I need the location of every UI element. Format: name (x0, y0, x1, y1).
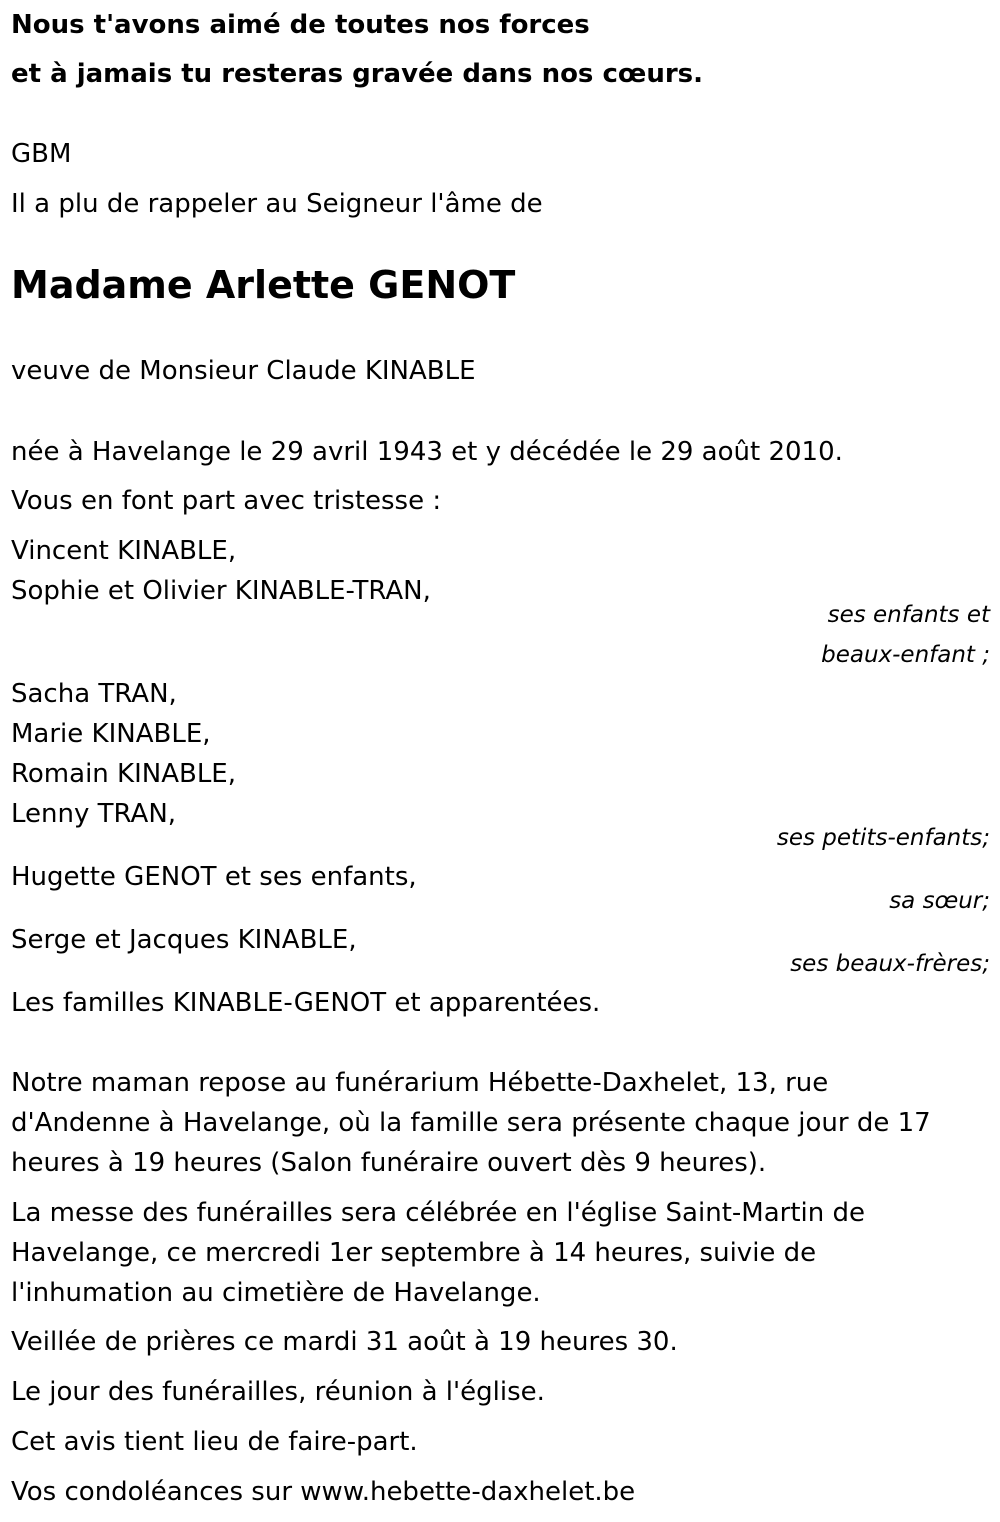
meeting-line: Le jour des funérailles, réunion à l'église. (11, 1377, 545, 1407)
grandchildren-role: ses petits-enfants; (776, 825, 990, 851)
family-member: Serge et Jacques KINABLE, (11, 925, 357, 955)
condolences-line: Vos condoléances sur www.hebette-daxhelet.be (11, 1477, 636, 1507)
family-member: Romain KINABLE, (11, 759, 236, 789)
sister-role: sa sœur; (889, 888, 990, 914)
family-member: Sacha TRAN, (11, 679, 177, 709)
children-role: ses enfants et (827, 602, 990, 628)
family-member: Lenny TRAN, (11, 799, 177, 829)
family-member: Marie KINABLE, (11, 719, 211, 749)
children-role-continued: beaux-enfant ; (821, 642, 990, 668)
birth-death: née à Havelange le 29 avril 1943 et y décédée le 29 août 2010. (11, 437, 843, 467)
family-member: Vincent KINABLE, (11, 536, 237, 566)
families-line: Les familles KINABLE-GENOT et apparentées. (11, 988, 601, 1018)
family-member: Hugette GENOT et ses enfants, (11, 862, 417, 892)
vigil-line: Veillée de prières ce mardi 31 août à 19 heures 30. (11, 1327, 678, 1357)
deceased-name: Madame Arlette GENOT (11, 263, 516, 307)
initials: GBM (11, 139, 72, 169)
family-intro: Vous en font part avec tristesse : (11, 486, 442, 516)
widow-of: veuve de Monsieur Claude KINABLE (11, 356, 476, 386)
intro-line-2: et à jamais tu resteras gravée dans nos cœurs. (11, 59, 704, 89)
announcement: Il a plu de rappeler au Seigneur l'âme de (11, 189, 543, 219)
family-member: Sophie et Olivier KINABLE-TRAN, (11, 576, 431, 606)
mass-paragraph: La messe des funérailles sera célébrée en l'église Saint-Martin de Havelange, ce mercredi 1er septembre à 14 heures, suivie de l'inhumation au cimetière de Havelange. (11, 1198, 865, 1308)
notice-line: Cet avis tient lieu de faire-part. (11, 1427, 418, 1457)
rest-paragraph: Notre maman repose au funérarium Hébette-Daxhelet, 13, rue d'Andenne à Havelange, où la famille sera présente chaque jour de 17 heures à 19 heures (Salon funéraire ouvert dès 9 heures). (11, 1068, 931, 1178)
intro-line-1: Nous t'avons aimé de toutes nos forces (11, 10, 590, 40)
brothers-in-law-role: ses beaux-frères; (790, 951, 990, 977)
